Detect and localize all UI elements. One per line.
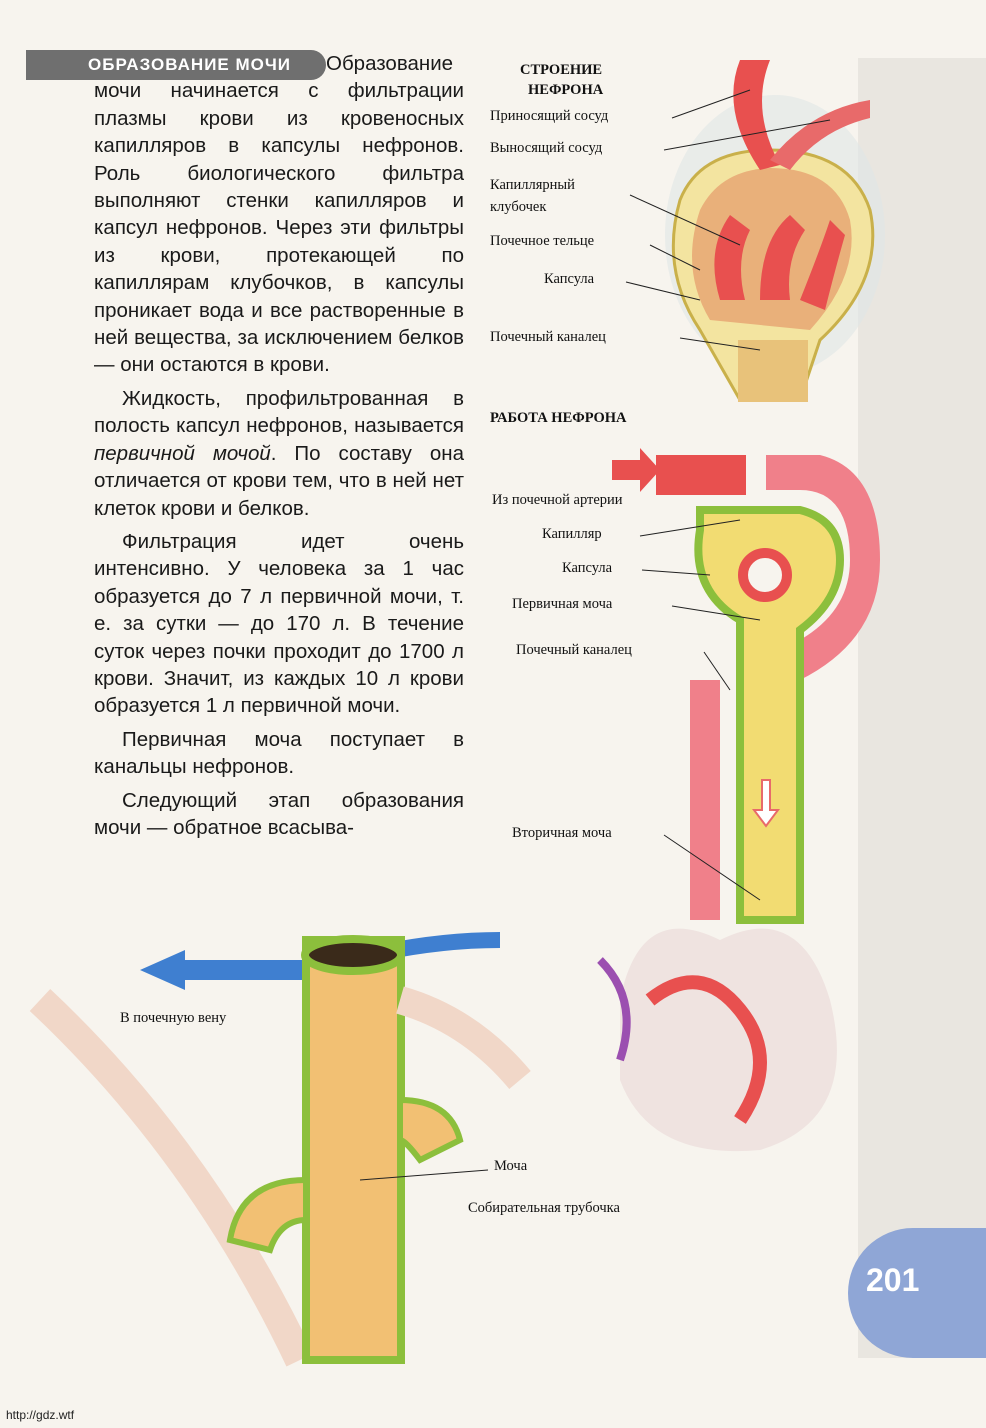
footer-url: http://gdz.wtf <box>6 1408 75 1422</box>
inflow-arrow-icon <box>612 448 660 492</box>
paragraph-3: Фильтрация идет очень интенсивно. У человека за 1 час образуется до 7 л первичной мочи, т. е. за сутки — до 170 л. В течение суток через почки проходит до 1700 л крови. Значит, из каждых 10 л крови образуется 1 л первичной мочи. <box>94 529 464 718</box>
label-capillary: Капилляр <box>542 526 602 542</box>
label-glomerulus-2: клубочек <box>490 199 547 215</box>
label-secondary-urine: Вторичная моча <box>512 825 612 841</box>
label-capsule-2: Капсула <box>562 560 613 576</box>
figure1-title-line2: НЕФРОНА <box>528 82 604 98</box>
figure1-title-line1: СТРОЕНИЕ <box>520 62 603 78</box>
paragraph-2-start: Жидкость, профильтрованная в полость капсул нефронов, называется <box>94 386 464 438</box>
paragraph-2 <box>94 385 464 522</box>
label-urine: Моча <box>494 1158 528 1174</box>
label-glomerulus-1: Капиллярный <box>490 177 575 193</box>
term-primary-urine: первичной мочой <box>94 441 271 465</box>
nephron-structure-figure <box>665 60 885 402</box>
paragraph-4: Первичная моча поступает в канальцы нефронов. <box>94 727 464 779</box>
body-text <box>94 50 464 847</box>
label-renal-corpuscle: Почечное тельце <box>490 233 595 249</box>
paragraph-5: Следующий этап образования мочи — обратное всасыва- <box>94 788 464 839</box>
label-renal-tubule-2: Почечный каналец <box>516 642 632 658</box>
label-from-artery: Из почечной артерии <box>492 492 623 508</box>
paragraph-1: Образование мочи начинается с фильтрации плазмы крови из кровеносных капилляров в капсулы нефронов. Роль биологического фильтра выполняют стенки капилляров и капсул нефронов. Через эти фильтры из крови, протекающей по капиллярам клубочков, в капсулы проникает вода и все растворенные в ней вещества, за исключением белков — они остаются в крови. <box>94 52 464 377</box>
label-primary-urine: Первичная моча <box>512 596 613 612</box>
collecting-duct-figure <box>40 939 520 1360</box>
label-efferent-vessel: Выносящий сосуд <box>490 140 603 156</box>
nephron-function-figure <box>600 448 880 1151</box>
figure2-title: РАБОТА НЕФРОНА <box>490 410 627 426</box>
page-number: 201 <box>866 1262 920 1298</box>
label-afferent-vessel: Приносящий сосуд <box>490 108 609 124</box>
label-capsule: Капсула <box>544 271 595 287</box>
section-heading: ОБРАЗОВАНИЕ МОЧИ <box>88 55 292 74</box>
label-to-renal-vein: В почечную вену <box>120 1010 227 1026</box>
label-renal-tubule: Почечный каналец <box>490 329 606 345</box>
label-collecting-duct: Собирательная трубочка <box>468 1200 620 1216</box>
paragraph-2-end: . По составу она отличается от крови тем, что в ней нет клеток крови и белков. <box>94 441 464 520</box>
